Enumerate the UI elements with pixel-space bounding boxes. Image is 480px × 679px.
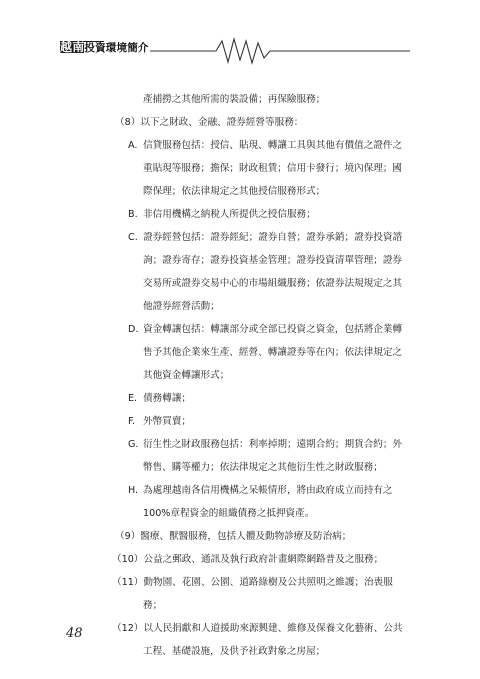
item-label: D. <box>128 324 139 335</box>
text-line: 產捕撈之其他所需的裝設備；再保險服務； <box>143 94 326 105</box>
list-item-8: （8）以下之財政、金融、證券經營等服務： <box>115 117 304 128</box>
text-line: 售予其他企業來生產、經營、轉讓證券等在內；依法律規定之 <box>143 347 403 358</box>
item-text: 信貸服務包括：授信、貼現、轉讓工具與其他有價值之證件之 <box>143 140 403 151</box>
text-line: 交易所或證券交易中心的市場組織服務；依證券法規規定之其 <box>143 278 403 289</box>
list-item-f <box>128 415 480 429</box>
list-item-g <box>128 438 480 452</box>
item-label: G. <box>128 439 139 450</box>
list-item-d <box>128 323 480 337</box>
item-label: F. <box>128 416 136 427</box>
header-title <box>60 38 151 55</box>
list-item-11: （11）動物園、花園、公園、道路綠樹及公共照明之維護；治喪服 <box>112 577 393 588</box>
text-line: 他證券經營活動； <box>143 301 220 312</box>
item-text: 衍生性之財政服務包括：利率掉期；遠期合約；期貨合約；外 <box>143 439 403 450</box>
item-label: A. <box>128 140 138 151</box>
list-item-h <box>128 484 480 498</box>
item-text: 資金轉讓包括：轉讓部分或全部已投資之資金，包括將企業轉 <box>143 324 403 335</box>
header-pulse-line <box>150 36 410 66</box>
item-label: B. <box>128 209 138 220</box>
text-line: 詢；證券寄存；證券投資基金管理；證券投資清單管理；證券 <box>143 255 403 266</box>
list-item-12: （12）以人民捐獻和人道援助來源興建、維修及保養文化藝術、公共 <box>112 623 403 634</box>
text-line: 務； <box>143 600 163 611</box>
header-title-rest: 投資環境簡介 <box>84 42 149 54</box>
item-label: E. <box>128 393 138 404</box>
item-label: C. <box>128 232 138 243</box>
list-item-b <box>128 208 480 222</box>
text-line: 100%章程資金的組織債務之抵押資產。 <box>143 508 315 519</box>
list-item-e <box>128 392 480 406</box>
text-line: 工程、基礎設施，及供予社政對象之房屋； <box>143 646 326 657</box>
item-text: 為處理越南各信用機構之呆帳情形，將由政府成立而持有之 <box>143 485 393 496</box>
item-text: 證券經營包括：證券經紀；證券自營；證券承銷；證券投資諮 <box>143 232 403 243</box>
item-text: 非信用機構之納稅人所提供之授信服務； <box>143 209 316 220</box>
header-title-main: 越南 <box>60 40 85 54</box>
item-label: H. <box>128 485 139 496</box>
text-line: 其他資金轉讓形式； <box>143 370 230 381</box>
list-item-a <box>128 139 480 153</box>
list-item-c <box>128 231 480 245</box>
text-line: 重貼現等服務；擔保；財政租賃；信用卡發行；境內保理；國 <box>143 163 403 174</box>
list-item-9: （9）醫療、獸醫服務，包括人體及動物診療及防治病； <box>115 531 352 542</box>
item-text: 債務轉讓； <box>143 393 192 404</box>
page-number: 48 <box>66 626 83 641</box>
list-item-10: （10）公益之郵政、通訊及執行政府計畫網際網路普及之服務； <box>112 554 384 565</box>
text-line: 幣售、購等權力；依法律規定之其他衍生性之財政服務； <box>143 462 383 473</box>
item-text: 外幣買賣； <box>143 416 192 427</box>
text-line: 際保理；依法律規定之其他授信服務形式； <box>143 186 326 197</box>
